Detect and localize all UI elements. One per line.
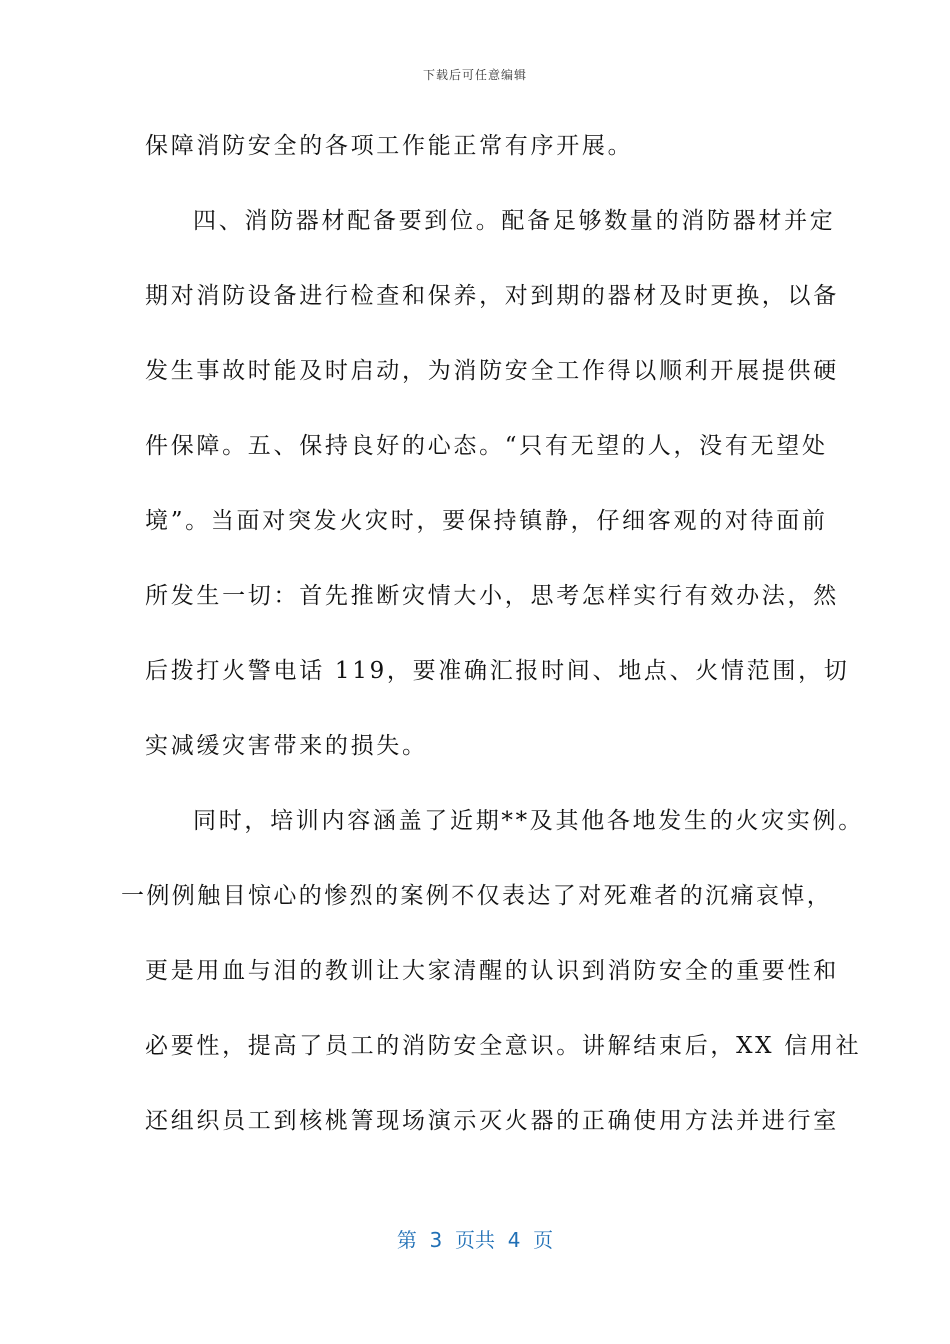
text-line: 所发生一切：首先推断灾情大小，思考怎样实行有效办法，然: [145, 583, 839, 609]
text-line: 更是用血与泪的教训让大家清醒的认识到消防安全的重要性和: [145, 958, 839, 984]
text-line: 必要性，提高了员工的消防安全意识。讲解结束后，XX 信用社: [145, 1033, 862, 1059]
text-line: 件保障。五、保持良好的心态。“只有无望的人，没有无望处: [145, 433, 828, 459]
text-line: 同时，培训内容涵盖了近期**及其他各地发生的火灾实例。: [193, 808, 864, 834]
text-line: 境”。当面对突发火灾时，要保持镇静，仔细客观的对待面前: [145, 508, 828, 534]
page-header: 下载后可任意编辑: [422, 68, 527, 82]
page-footer: 第 3 页共 4 页: [396, 1228, 554, 1252]
text-line: 期对消防设备进行检查和保养，对到期的器材及时更换，以备: [145, 283, 839, 309]
text-line: 后拨打火警电话 119，要准确汇报时间、地点、火情范围，切: [145, 658, 850, 684]
text-line: 实减缓灾害带来的损失。: [145, 733, 428, 759]
text-line: 还组织员工到核桃箐现场演示灭火器的正确使用方法并进行室: [145, 1108, 839, 1134]
text-line: 发生事故时能及时启动，为消防安全工作得以顺利开展提供硬: [145, 358, 839, 384]
text-line: 一例例触目惊心的惨烈的案例不仅表达了对死难者的沉痛哀悼，: [121, 883, 833, 909]
text-line: 保障消防安全的各项工作能正常有序开展。: [145, 133, 634, 159]
document-body: [121, 118, 864, 1168]
text-line: 四、消防器材配备要到位。配备足够数量的消防器材并定: [193, 208, 836, 234]
